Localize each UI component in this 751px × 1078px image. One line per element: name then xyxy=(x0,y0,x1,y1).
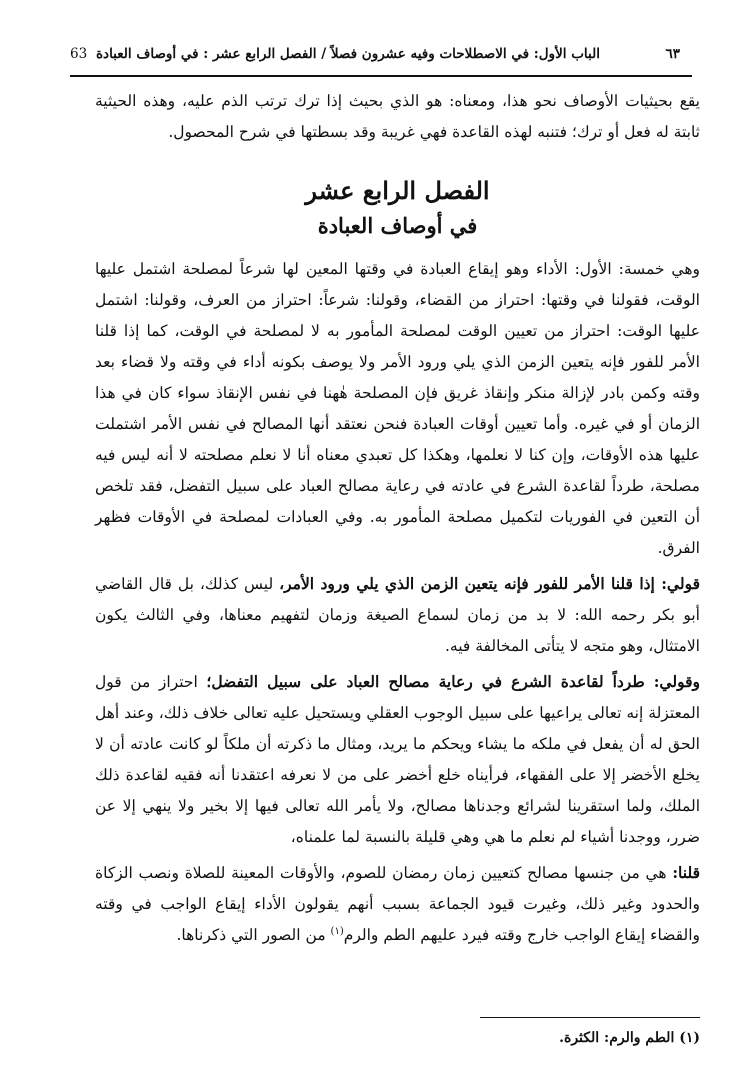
header-divider xyxy=(70,75,692,77)
page-number-arabic: ٦٣ xyxy=(665,46,680,62)
paragraph-text: ليس كذلك، بل قال القاضي أبو بكر رحمه الله: لا بد من زمان لسماع الصيغة وزمان لتفهيم معناها، وفي الثالث يكون الامتثال، وهو متجه لا يتأتى المخالفة فيه. xyxy=(95,575,700,655)
paragraph-text: احتراز من قول المعتزلة إنه تعالى يراعيها على سبيل الوجوب العقلي ويستحيل عليه تعالى خلاف ذلك، وعند أهل الحق له أن يفعل في ملكه ما يشاء ويحكم ما يريد، ومثال ما ذكرته أن ملكاً لو كانت عادته أن لا يخلع الأخضر إلا على الفقهاء، فرأيناه خلع أخضر على من لا نعرفه اعتقدنا أنه فقيه لقاعدة ذلك الملك، ولما استقرينا لشرائع وجدناها مصالح، ولا يأمر الله تعالى فيها إلا بخير ولا ينهي إلا عن ضرر، ووجدنا أشياء لم نعلم ما هي وهي قليلة بالنسبة لما علمناه، xyxy=(95,673,700,846)
footnote-reference[interactable]: (١) xyxy=(330,925,344,937)
paragraph-definition: وهي خمسة: الأول: الأداء وهو إيقاع العبادة في وقتها المعين لها شرعاً لمصلحة اشتمل عليها الوقت، فقولنا في وقتها: احتراز من القضاء، وقولنا: شرعاً: احتراز من العرف، وقولنا: اشتمل عليها الوقت: احتراز من تعيين الوقت لمصلحة المأمور به لا لمصلحة في الوقت، كما إذا قلنا الأمر للفور فإنه يتعين الزمن الذي يلي ورود الأمر ولا يوصف بكونه أداء في وقته ولا قضاء بعد وقته وكمن بادر لإزالة منكر وإنقاذ غريق فإن المصلحة هٰهنا في نفس الإنقاذ سواء كان في هذا الزمان أو في غيره. وأما تعيين أوقات العبادة فنحن نعتقد أنها المصالح في نفس الأمر اشتملت عليها هذه الأوقات، وإن كنا لا نعلمها، وهكذا كل تعبدي معناه أنا لا نعلم مصلحته لا أنه ليس فيه مصلحة، طرداً لقاعدة الشرع في عادته في رعاية مصالح العباد على سبيل التفضل، فقد تلخص أن التعين في الفوريات لتكميل مصلحة المأمور به. وفي العبادات لمصلحة في الأوقات فظهر الفرق. xyxy=(95,260,700,557)
paragraph-text-end: من الصور التي ذكرناها. xyxy=(176,926,331,944)
chapter-title: الفصل الرابع عشر xyxy=(305,176,490,205)
page-number: 63 xyxy=(70,46,88,62)
paragraph-lead: وقولي: طرداً لقاعدة الشرع في رعاية مصالح العباد على سبيل التفضل؛ xyxy=(206,672,700,691)
paragraph-comment-1 xyxy=(95,568,700,662)
paragraph-lead: قلنا: xyxy=(672,863,700,882)
paragraph-text: هي من جنسها مصالح كتعيين زمان رمضان للصوم، والأوقات المعينة للصلاة ونصب الزكاة والحدود وغير ذلك، وغيرت قيود الجماعة بسبب أنهم يقولون الأداء إيقاع الواجب في وقته والقضاء إيقاع الواجب خارج وقته فيرد عليهم الطم والرم xyxy=(95,864,700,944)
intro-paragraph: يقع بحيثيات الأوصاف نحو هذا، ومعناه: هو الذي بحيث إذا ترك ترتب الذم عليه، وهذه الحيثية ثابتة له فعل أو ترك؛ فتنبه لهذه القاعدة فهي غريبة وقد بسطتها في شرح المحصول. xyxy=(95,92,700,141)
footnote-marker: (١) xyxy=(679,1030,700,1046)
footnote xyxy=(95,1027,700,1049)
paragraph-lead: قولي: إذا قلنا الأمر للفور فإنه يتعين الزمن الذي يلي ورود الأمر، xyxy=(279,574,700,593)
main-text xyxy=(95,86,700,955)
footnote-divider xyxy=(480,1017,700,1018)
running-header-title: الباب الأول: في الاصطلاحات وفيه عشرون فصلاً / الفصل الرابع عشر : في أوصاف العبادة xyxy=(95,46,600,62)
paragraph-comment-2 xyxy=(95,666,700,853)
running-header xyxy=(70,40,690,70)
footnote-text: الطم والرم: الكثرة. xyxy=(559,1030,675,1046)
chapter-subtitle: في أوصاف العبادة xyxy=(317,213,478,238)
paragraph-answer xyxy=(95,857,700,951)
